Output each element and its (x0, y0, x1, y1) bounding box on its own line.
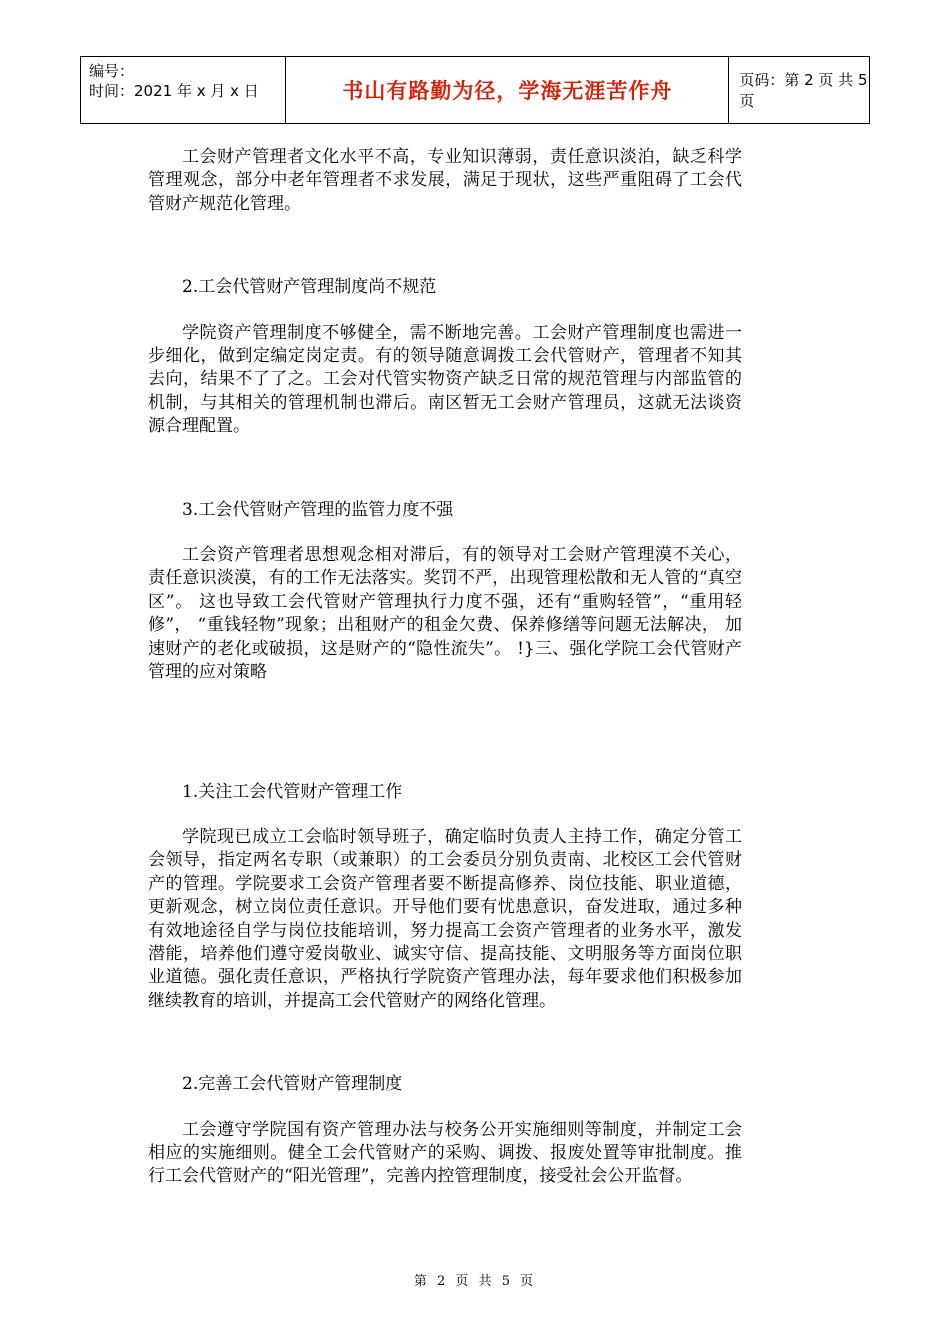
section-heading: 2.完善工会代管财产管理制度 (182, 1074, 403, 1095)
header-meta (81, 57, 286, 123)
section-heading: 2.工会代管财产管理制度尚不规范 (182, 277, 437, 298)
header-page-info-cell (729, 57, 869, 123)
paragraph: 工会遵守学院国有资产管理办法与校务公开实施细则等制度，并制定工会相应的实施细则。健全工会代管财产的采购、调拨、报废处置等审批制度。推行工会代管财产的“阳光管理”，完善内控管理制度，接受社会公开监督。 (148, 1119, 742, 1187)
document-date: 时间：2021 年 x 月 x 日 (89, 82, 259, 100)
paragraph: 学院现已成立工会临时领导班子，确定临时负责人主持工作，确定分管工会领导，指定两名专职（或兼职）的工会委员分别负责南、北校区工会代管财产的管理。学院要求工会资产管理者要不断提高修养、岗位技能、职业道德，更新观念，树立岗位责任意识。开导他们要有忧患意识，奋发进取，通过多种有效地途径自学与岗位技能培训，努力提高工会资产管理者的业务水平，激发潜能，培养他们遵守爱岗敬业、诚实守信、提高技能、文明服务等方面岗位职业道德。强化责任意识，严格执行学院资产管理办法，每年要求他们积极参加继续教育的培训，并提高工会代管财产的网络化管理。 (148, 826, 742, 1011)
paragraph: 学院资产管理制度不够健全，需不断地完善。工会财产管理制度也需进一步细化，做到定编定岗定责。有的领导随意调拨工会代管财产，管理者不知其去向，结果不了了之。工会对代管实物资产缺乏日常的规范管理与内部监管的机制，与其相关的管理机制也滞后。南区暂无工会财产管理员，这就无法谈资源合理配置。 (148, 322, 742, 437)
section-heading: 1.关注工会代管财产管理工作 (182, 781, 403, 802)
document-number: 编号： (89, 62, 135, 80)
page-footer: 第 2 页 共 5 页 (413, 1274, 537, 1289)
page-header (80, 56, 870, 124)
header-motto: 书山有路勤为径，学海无涯苦作舟 (342, 79, 673, 103)
document-body (148, 146, 742, 1189)
header-motto-cell (286, 57, 729, 123)
page-info: 页码：第 2 页 共 5 页 (739, 71, 868, 110)
section-heading: 3.工会代管财产管理的监管力度不强 (182, 499, 454, 520)
paragraph: 工会资产管理者思想观念相对滞后，有的领导对工会财产管理漠不关心，责任意识淡漠，有的工作无法落实。奖罚不严，出现管理松散和无人管的“真空区”。 这也导致工会代管财产管理执行力度不强，还有“重购轻管”，“重用轻修”， “重钱轻物”现象；出租财产的租金欠费、保养修缮等问题无法解决， 加速财产的老化或破损，这是财产的“隐性流失”。 !}三、强化学院工会代管财产管理的应对策略 (148, 545, 742, 683)
paragraph: 工会财产管理者文化水平不高，专业知识薄弱，责任意识淡泊，缺乏科学管理观念，部分中老年管理者不求发展，满足于现状，这些严重阻碍了工会代管财产规范化管理。 (148, 147, 742, 214)
